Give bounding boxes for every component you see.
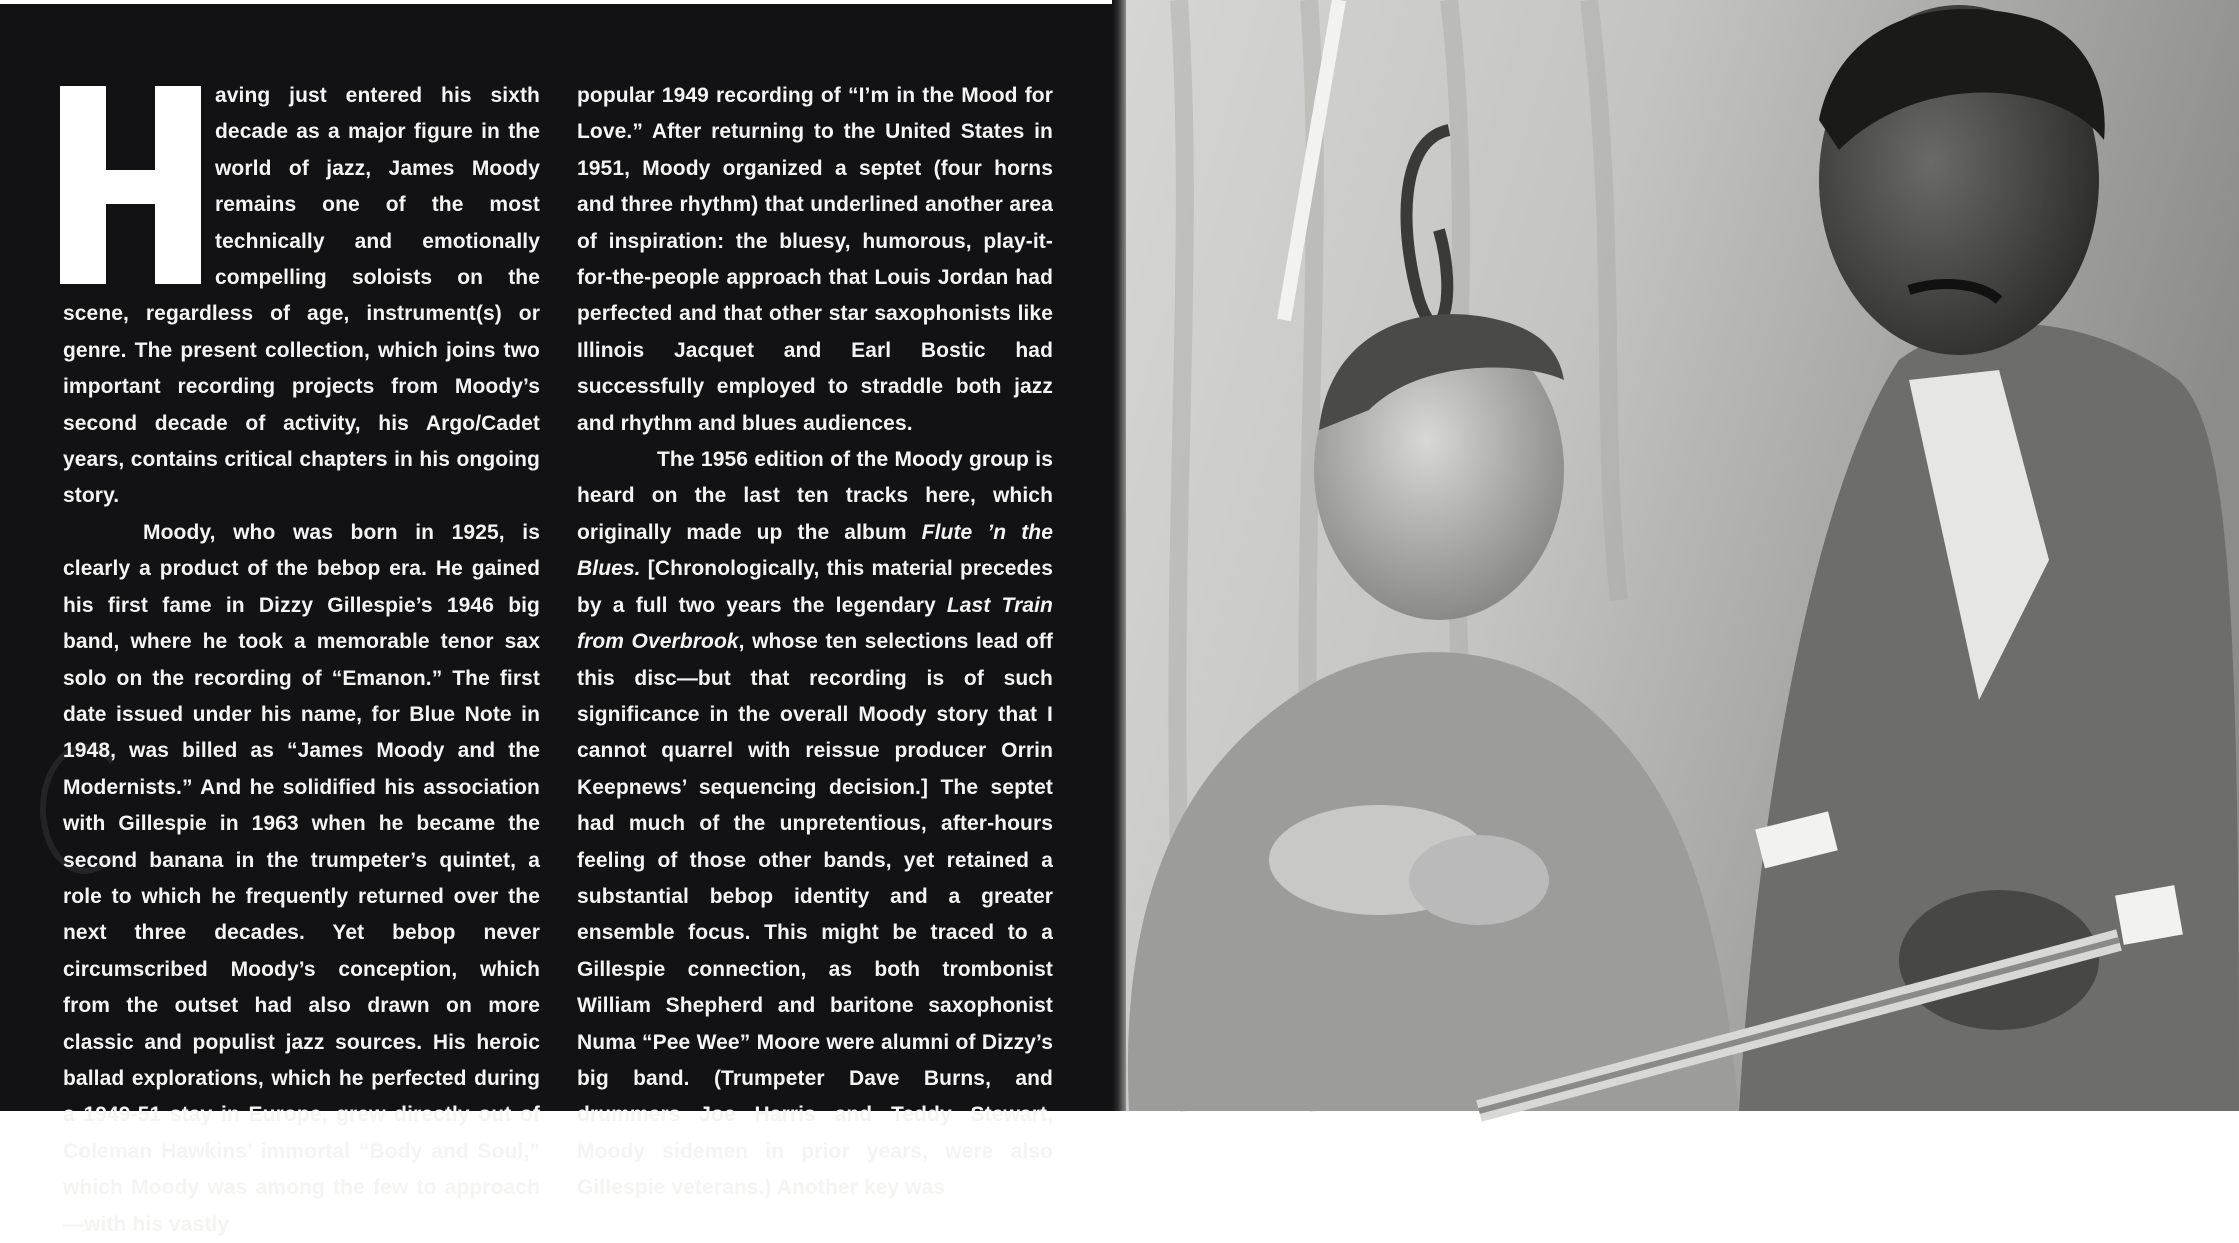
text-column-left [63, 78, 540, 1243]
paragraph-septet: popular 1949 recording of “I’m in the Mood for Love.” After returning to the United States in 1951, Moody organized a septet (four horns and three rhythm) that underlined another area of inspiration: the bluesy, humorous, play-it-for-the-people approach that Louis Jordan had perfected and that other star saxophonists like Illinois Jacquet and Earl Bostic had successfully employed to straddle both jazz and rhythm and blues audiences. [577, 84, 1053, 435]
paragraph-text: aving just entered his sixth decade as a major figure in the world of jazz, James Moody remains one of the most technically and emotionally compelling soloists on the scene, regardless of age, instrument(s) or genre. The present collection, which joins two important recording projects from Moody’s second decade of activity, his Argo/Cadet years, contains critical chapters in his ongoing story. [63, 84, 540, 508]
page-gutter [1112, 0, 1126, 1111]
liner-notes-text-page [0, 4, 1119, 1236]
album-title-last-train: Last Train from Overbrook [577, 593, 1053, 654]
text-column-right [577, 78, 1053, 1207]
photo-illustration [1119, 0, 2239, 1111]
photo-two-musicians [1119, 0, 2239, 1111]
drop-cap-h [60, 86, 201, 284]
album-title-flute-n-the-blues: Flute ’n the Blues. [577, 520, 1053, 581]
opening-paragraph [63, 78, 540, 515]
paragraph-born-1925: Moody, who was born in 1925, is clearly a product of the bebop era. He gained his first fame in Dizzy Gillespie’s 1946 big band, where he took a memorable tenor sax solo on the recording of “Emanon.” The first date issued under his name, for Blue Note in 1948, was billed as “James Moody and the Modernists.” And he solidified his association with Gillespie in 1963 when he became the second banana in the trumpeter’s quintet, a role to which he frequently returned over the next three decades. Yet bebop never circumscribed Moody’s conception, which from the outset had also drawn on more classic and populist jazz sources. His heroic ballad explorations, which he perfected during a 1949-51 stay in Europe, grew directly out of Coleman Hawkins’ immortal “Body and Soul,” which Moody was among the few to approach—with his vastly [63, 520, 540, 1236]
paragraph-1956-edition: The 1956 edition of the Moody group is heard on the last ten tracks here, which originally made up the album Flute ’n the Blues. [Chronologically, this material precedes by a full two years the legendary Last Train from Overbrook, whose ten selections lead off this disc—but that recording is of such significance in the overall Moody story that I cannot quarrel with reissue producer Orrin Keepnews’ sequencing decision.] The septet had much of the unpretentious, after-hours feeling of those other bands, yet retained a substantial bebop identity and a greater ensemble focus. This might be traced to a Gillespie connection, as both trombonist William Shepherd and baritone saxophonist Numa “Pee Wee” Moore were alumni of Dizzy’s big band. (Trumpeter Dave Burns, and drummers Joe Harris and Teddy Stewart, Moody sidemen in prior years, were also Gillespie veterans.) Another key was [577, 448, 1053, 1200]
